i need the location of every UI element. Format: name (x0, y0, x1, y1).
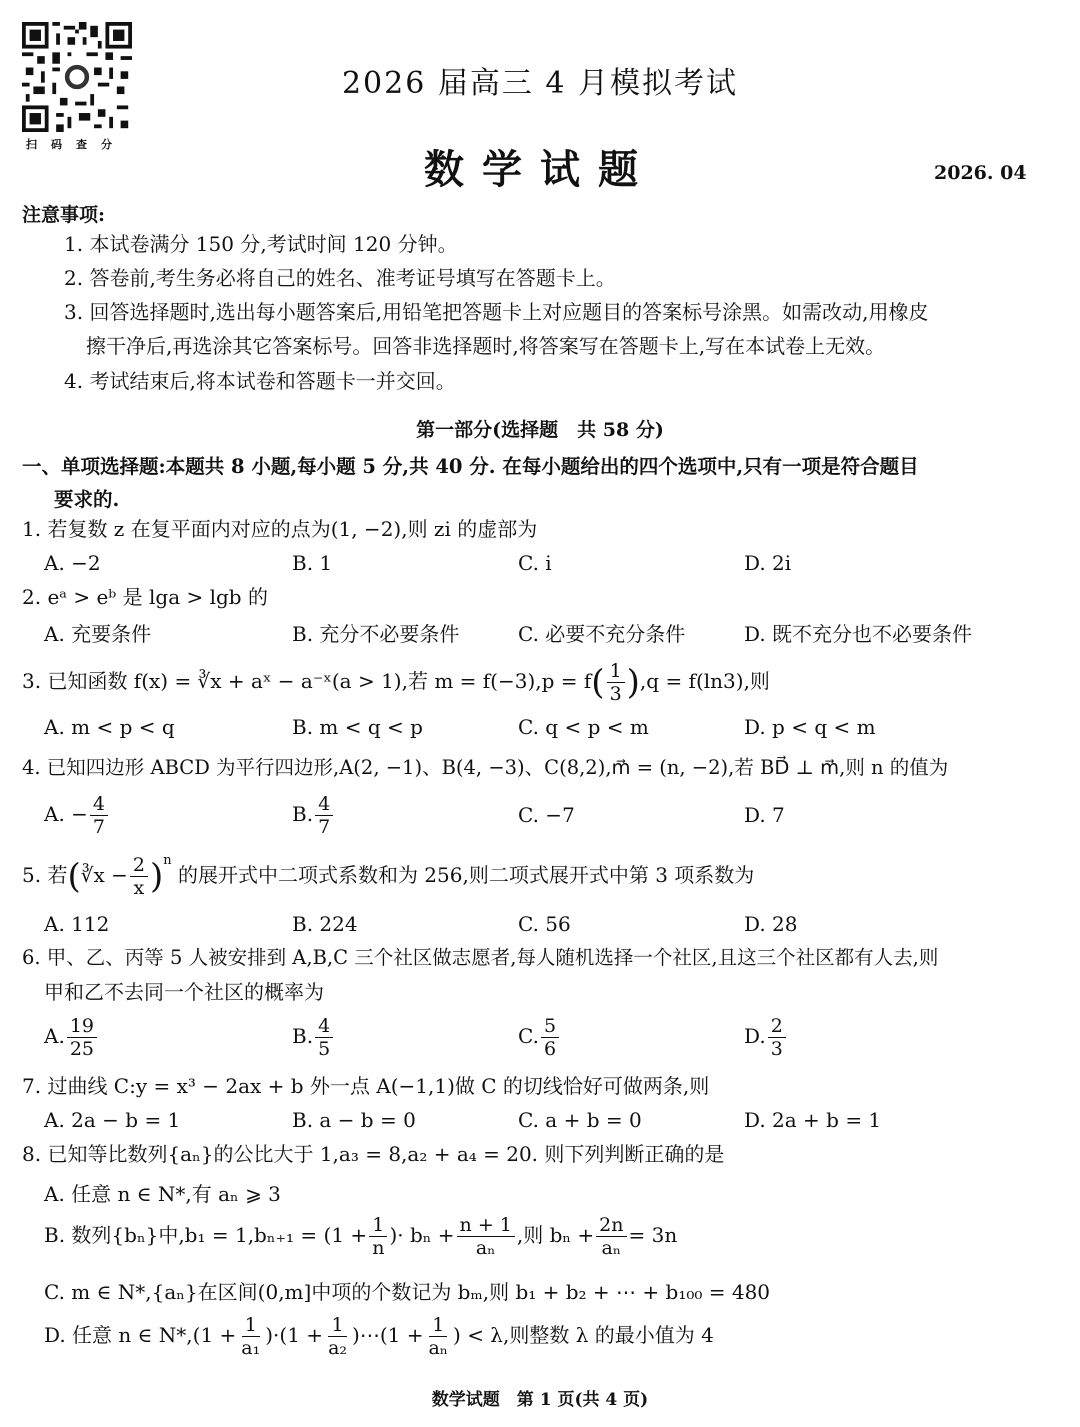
option-d: D. p < q < m (744, 715, 876, 739)
fraction-numerator: 1 (429, 1314, 447, 1337)
fraction-denominator: 6 (543, 1038, 557, 1060)
question-stem-cont: 甲和乙不去同一个社区的概率为 (44, 980, 324, 1004)
fraction-numerator: 5 (541, 1015, 559, 1038)
fraction (90, 793, 108, 838)
fraction (425, 1314, 451, 1359)
fraction-numerator: 2 (768, 1015, 786, 1038)
option-label: C. (518, 1024, 539, 1048)
fraction (325, 1314, 350, 1359)
option-a (44, 793, 110, 838)
question-stem: 2. eᵃ > eᵇ 是 lga > lgb 的 (22, 585, 268, 609)
option-label: B. (292, 802, 314, 826)
option-text: )⋯(1 + (352, 1323, 424, 1347)
option-text: )· bₙ + (389, 1223, 455, 1247)
fraction-denominator: aₙ (475, 1237, 496, 1259)
question-stem: 6. 甲、乙、丙等 5 人被安排到 A,B,C 三个社区做志愿者,每人随机选择一个社区,且这三个社区都有人去,则 (22, 946, 939, 969)
option-c: C. a + b = 0 (518, 1108, 642, 1132)
fraction-numerator: 2n (596, 1214, 626, 1237)
stem-text: 的展开式中二项式系数和为 256,则二项式展开式中第 3 项系数为 (177, 863, 755, 887)
question-stem: 1. 若复数 z 在复平面内对应的点为(1, −2),则 zi 的虚部为 (22, 517, 538, 541)
subject-title: 数学试题 (424, 146, 656, 193)
exponent: n (163, 853, 172, 869)
question-stem: 3. 已知函数 f(x) = ∛x + aˣ − a⁻ˣ(a > 1),若 m = f(−3),p = f( $\frac{1}{3}$ ),q = f(ln3),则 (22, 660, 770, 705)
option-a: A. 任意 n ∈ N*,有 aₙ ⩾ 3 (44, 1182, 281, 1206)
fraction (315, 1015, 333, 1060)
option-b (292, 1015, 335, 1060)
option-b: B. 224 (292, 912, 358, 936)
fraction (541, 1015, 559, 1060)
option-a: A. 112 (44, 912, 110, 936)
fraction-numerator: n + 1 (457, 1214, 515, 1237)
option-a: A. 2a − b = 1 (44, 1108, 181, 1132)
option-b (44, 1214, 677, 1259)
fraction (596, 1214, 626, 1259)
option-label: B. (292, 1024, 314, 1048)
qr-caption: 扫码查分 (26, 138, 126, 151)
stem-text: ,q = f(ln3),则 (639, 669, 770, 693)
fraction-denominator: 7 (318, 816, 331, 838)
fraction-numerator: 4 (315, 1015, 333, 1038)
notice-heading: 注意事项: (22, 204, 106, 226)
option-label: D. (744, 1024, 766, 1048)
fraction-numerator: 4 (90, 793, 108, 816)
option-c: C. −7 (518, 803, 575, 827)
exam-title: 2026 届高三 4 月模拟考试 (341, 66, 739, 101)
option-b: B. 充分不必要条件 (292, 622, 460, 646)
notice-item: 3. 回答选择题时,选出每小题答案后,用铅笔把答题卡上对应题目的答案标号涂黑。如需改动,用橡皮 (64, 300, 929, 324)
fraction (315, 793, 333, 838)
fraction-numerator: 1 (242, 1314, 260, 1337)
option-d (44, 1314, 714, 1359)
section-line: 一、单项选择题:本题共 8 小题,每小题 5 分,共 40 分. 在每小题给出的四个选项中,只有一项是符合题目 (22, 455, 919, 478)
fraction (768, 1015, 786, 1060)
option-c: C. 56 (518, 912, 571, 936)
fraction-numerator: 19 (67, 1015, 97, 1038)
stem-text: 3. 已知函数 f(x) = ∛x + aˣ − a⁻ˣ(a > 1),若 m = f(−3),p = f (22, 669, 592, 693)
option-label: A. (44, 1024, 65, 1048)
fraction-denominator: a₂ (328, 1337, 348, 1359)
fraction-numerator: 2 (130, 854, 148, 877)
question-stem: 5. 若(∛x − $\frac{2}{x}$ )$^n$ 的展开式中二项式系数和为 256,则二项式展开式中第 3 项系数为 (22, 853, 755, 899)
fraction (67, 1015, 97, 1060)
option-d: D. 28 (744, 912, 798, 936)
fraction-numerator: 1 (369, 1214, 387, 1237)
option-b (292, 793, 335, 838)
option-d: D. 既不充分也不必要条件 (744, 622, 973, 646)
option-c: C. 必要不充分条件 (518, 622, 686, 646)
part-title: 第一部分(选择题 共 58 分) (416, 419, 664, 441)
option-text: )·(1 + (265, 1323, 324, 1347)
fraction (130, 854, 148, 899)
fraction-numerator: 1 (328, 1314, 346, 1337)
fraction-denominator: aₙ (428, 1337, 449, 1359)
fraction-denominator: a₁ (241, 1337, 261, 1359)
option-text: B. 数列{bₙ}中,b₁ = 1,bₙ₊₁ = (1 + (44, 1223, 368, 1247)
fraction-denominator: 3 (770, 1038, 783, 1060)
option-c: C. q < p < m (518, 715, 649, 739)
fraction (457, 1214, 515, 1259)
fraction-denominator: aₙ (601, 1237, 622, 1259)
option-a: A. −2 (44, 551, 101, 575)
page-footer: 数学试题 第 1 页(共 4 页) (431, 1390, 649, 1410)
fraction-denominator: n (372, 1237, 385, 1259)
fraction-denominator: 5 (318, 1038, 331, 1060)
fraction-denominator: x (133, 877, 145, 899)
option-text: D. 任意 n ∈ N*,(1 + (44, 1323, 237, 1347)
fraction (369, 1214, 387, 1259)
notice-item: 1. 本试卷满分 150 分,考试时间 120 分钟。 (64, 232, 458, 256)
section-heading (22, 450, 1062, 516)
option-b: B. a − b = 0 (292, 1108, 416, 1132)
option-a: A. 充要条件 (44, 622, 152, 646)
question-stem: 8. 已知等比数列{aₙ}的公比大于 1,a₃ = 8,a₂ + a₄ = 20. 则下列判断正确的是 (22, 1142, 725, 1166)
fraction-denominator: 7 (92, 816, 106, 838)
fraction (238, 1314, 263, 1359)
option-a: A. m < p < q (44, 715, 175, 739)
option-text: ) < λ,则整数 λ 的最小值为 4 (453, 1323, 714, 1347)
notice-item: 2. 答卷前,考生务必将自己的姓名、准考证号填写在答题卡上。 (64, 266, 616, 290)
option-b: B. m < q < p (292, 715, 423, 739)
notice-item: 4. 考试结束后,将本试卷和答题卡一并交回。 (64, 369, 456, 393)
option-text: ,则 bₙ + (516, 1223, 595, 1247)
option-c (518, 1015, 561, 1060)
option-b: B. 1 (292, 551, 333, 575)
fraction-numerator: 1 (607, 660, 625, 683)
fraction-denominator: 25 (69, 1038, 94, 1060)
question-stem: 4. 已知四边形 ABCD 为平行四边形,A(2, −1)、B(4, −3)、C(8,2),m⃗ = (n, −2),若 BD⃗ ⊥ m⃗,则 n 的值为 (22, 756, 949, 779)
section-line: 要求的. (54, 488, 120, 511)
option-label: A. − (44, 802, 88, 826)
option-a (44, 1015, 99, 1060)
option-c: C. m ∈ N*,{aₙ}在区间(0,m]中项的个数记为 bₘ,则 b₁ + b₂ + ⋯ + b₁₀₀ = 480 (44, 1280, 771, 1304)
option-d: D. 7 (744, 803, 785, 827)
stem-text: 5. 若 (22, 863, 68, 887)
fraction-numerator: 4 (315, 793, 333, 816)
exam-date: 2026. 04 (934, 162, 1027, 184)
question-stem: 7. 过曲线 C:y = x³ − 2ax + b 外一点 A(−1,1)做 C 的切线恰好可做两条,则 (22, 1074, 710, 1098)
fraction (607, 660, 625, 705)
notice-item: 擦干净后,再选涂其它答案标号。回答非选择题时,将答案写在答题卡上,写在本试卷上无效。 (86, 334, 886, 358)
stem-text: ∛x − (80, 863, 128, 887)
fraction-denominator: 3 (609, 683, 622, 705)
option-c: C. i (518, 551, 552, 575)
option-text: = 3n (628, 1223, 678, 1247)
option-d: D. 2a + b = 1 (744, 1108, 882, 1132)
option-d (744, 1015, 788, 1060)
option-d: D. 2i (744, 551, 792, 575)
